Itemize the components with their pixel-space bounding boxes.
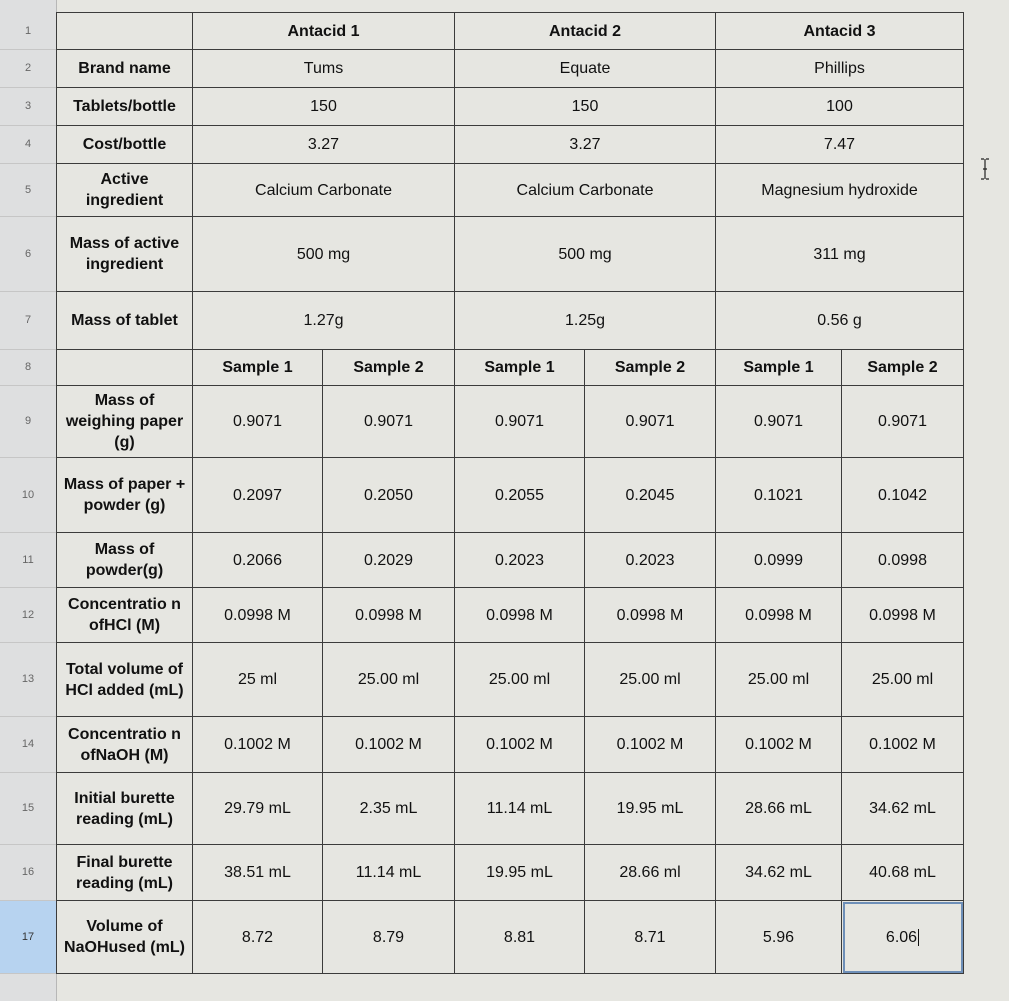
- table-row: [57, 88, 964, 126]
- sample-header[interactable]: Sample 2: [842, 350, 964, 386]
- cell-value[interactable]: 150: [455, 88, 716, 126]
- cell-value[interactable]: 2.35 mL: [323, 773, 455, 845]
- cell-value[interactable]: 0.0998 M: [842, 588, 964, 643]
- cell-value[interactable]: 0.2066: [193, 533, 323, 588]
- cell-value[interactable]: 0.1002 M: [716, 717, 842, 773]
- table-row: [57, 773, 964, 845]
- row-number[interactable]: 6: [0, 217, 56, 292]
- table-row: [57, 350, 964, 386]
- table-row: [57, 643, 964, 717]
- cell-value[interactable]: Phillips: [716, 50, 964, 88]
- cell-value[interactable]: 25.00 ml: [842, 643, 964, 717]
- row-number[interactable]: 7: [0, 292, 56, 350]
- selected-cell[interactable]: [842, 901, 964, 974]
- cell-value[interactable]: 34.62 mL: [842, 773, 964, 845]
- cell-value: 6.06: [885, 928, 918, 946]
- sample-header[interactable]: Sample 2: [585, 350, 716, 386]
- row-number-column: [0, 0, 57, 1001]
- cell-value[interactable]: Calcium Carbonate: [455, 164, 716, 217]
- cell-value[interactable]: 0.2023: [585, 533, 716, 588]
- cell-value[interactable]: 3.27: [455, 126, 716, 164]
- cell-value[interactable]: 311 mg: [716, 217, 964, 292]
- cell-blank-header[interactable]: [57, 13, 193, 50]
- row-number[interactable]: 13: [0, 643, 56, 717]
- cell-value[interactable]: Calcium Carbonate: [193, 164, 455, 217]
- cell-value[interactable]: 25.00 ml: [323, 643, 455, 717]
- row-label[interactable]: Total volume of HCl added (mL): [57, 643, 193, 717]
- row-number[interactable]: 16: [0, 845, 56, 901]
- cell-value[interactable]: 0.0998 M: [716, 588, 842, 643]
- cell-value[interactable]: 25 ml: [193, 643, 323, 717]
- cell-value[interactable]: 29.79 mL: [193, 773, 323, 845]
- cell-value[interactable]: 8.71: [585, 901, 716, 974]
- sample-header[interactable]: Sample 1: [716, 350, 842, 386]
- row-label[interactable]: Mass of powder(g): [57, 533, 193, 588]
- header-antacid-1[interactable]: Antacid 1: [193, 13, 455, 50]
- cell-blank[interactable]: [57, 350, 193, 386]
- cell-value[interactable]: 0.0998 M: [455, 588, 585, 643]
- cell-value[interactable]: 11.14 mL: [323, 845, 455, 901]
- data-table: [56, 12, 964, 974]
- sample-header[interactable]: Sample 1: [455, 350, 585, 386]
- cell-value[interactable]: 0.2050: [323, 458, 455, 533]
- row-label[interactable]: Mass of active ingredient: [57, 217, 193, 292]
- table-row: [57, 901, 964, 974]
- table-row: [57, 845, 964, 901]
- table-row: [57, 533, 964, 588]
- row-number[interactable]: 17: [0, 901, 56, 974]
- row-number[interactable]: 15: [0, 773, 56, 845]
- table-row: [57, 217, 964, 292]
- cell-value[interactable]: Magnesium hydroxide: [716, 164, 964, 217]
- cell-value[interactable]: Equate: [455, 50, 716, 88]
- row-number[interactable]: 9: [0, 386, 56, 458]
- table-row: [57, 50, 964, 88]
- cell-value[interactable]: 0.9071: [323, 386, 455, 458]
- row-label[interactable]: Mass of tablet: [57, 292, 193, 350]
- cell-value[interactable]: 0.56 g: [716, 292, 964, 350]
- cell-value[interactable]: 0.1002 M: [585, 717, 716, 773]
- cell-value[interactable]: 0.1002 M: [455, 717, 585, 773]
- table-row: [57, 458, 964, 533]
- cell-value[interactable]: 0.1002 M: [193, 717, 323, 773]
- cell-value[interactable]: 0.1002 M: [323, 717, 455, 773]
- cell-value[interactable]: 40.68 mL: [842, 845, 964, 901]
- cell-value[interactable]: 0.1021: [716, 458, 842, 533]
- cell-value[interactable]: 3.27: [193, 126, 455, 164]
- row-label[interactable]: Concentratio n ofHCl (M): [57, 588, 193, 643]
- cell-value[interactable]: 0.2097: [193, 458, 323, 533]
- row-number[interactable]: 10: [0, 458, 56, 533]
- row-label[interactable]: Mass of paper + powder (g): [57, 458, 193, 533]
- cell-value[interactable]: 0.9071: [193, 386, 323, 458]
- cell-value[interactable]: 8.72: [193, 901, 323, 974]
- row-number[interactable]: 5: [0, 164, 56, 217]
- cell-value[interactable]: 500 mg: [455, 217, 716, 292]
- cell-value[interactable]: 100: [716, 88, 964, 126]
- cell-value[interactable]: 25.00 ml: [585, 643, 716, 717]
- cell-value[interactable]: 7.47: [716, 126, 964, 164]
- header-antacid-2[interactable]: Antacid 2: [455, 13, 716, 50]
- row-label[interactable]: Concentratio n ofNaOH (M): [57, 717, 193, 773]
- row-label[interactable]: Brand name: [57, 50, 193, 88]
- cell-value[interactable]: 8.81: [455, 901, 585, 974]
- cell-value[interactable]: 0.9071: [455, 386, 585, 458]
- row-label[interactable]: Tablets/bottle: [57, 88, 193, 126]
- row-number[interactable]: 1: [0, 13, 56, 50]
- cell-value[interactable]: 38.51 mL: [193, 845, 323, 901]
- cell-value[interactable]: 11.14 mL: [455, 773, 585, 845]
- cell-value[interactable]: 1.27g: [193, 292, 455, 350]
- cell-value[interactable]: 19.95 mL: [455, 845, 585, 901]
- row-label[interactable]: Active ingredient: [57, 164, 193, 217]
- cell-value[interactable]: 0.2023: [455, 533, 585, 588]
- cell-value[interactable]: 0.2029: [323, 533, 455, 588]
- table-row: [57, 717, 964, 773]
- cell-value[interactable]: 0.9071: [716, 386, 842, 458]
- row-label[interactable]: Final burette reading (mL): [57, 845, 193, 901]
- row-label[interactable]: Mass of weighing paper (g): [57, 386, 193, 458]
- sample-header[interactable]: Sample 1: [193, 350, 323, 386]
- cell-value[interactable]: 8.79: [323, 901, 455, 974]
- cell-value[interactable]: 1.25g: [455, 292, 716, 350]
- cell-value[interactable]: 0.2045: [585, 458, 716, 533]
- cell-value[interactable]: 34.62 mL: [716, 845, 842, 901]
- text-caret: [918, 929, 919, 946]
- cell-value[interactable]: 0.0998 M: [193, 588, 323, 643]
- cell-value[interactable]: 0.1042: [842, 458, 964, 533]
- row-label[interactable]: Cost/bottle: [57, 126, 193, 164]
- table-row: [57, 386, 964, 458]
- cell-value[interactable]: 0.1002 M: [842, 717, 964, 773]
- cell-value[interactable]: 0.9071: [842, 386, 964, 458]
- cell-value[interactable]: 0.2055: [455, 458, 585, 533]
- row-number[interactable]: 12: [0, 588, 56, 643]
- row-number[interactable]: 4: [0, 126, 56, 164]
- table-row: [57, 588, 964, 643]
- cell-value[interactable]: 0.0999: [716, 533, 842, 588]
- table-row: [57, 164, 964, 217]
- cell-value[interactable]: 28.66 mL: [716, 773, 842, 845]
- cell-value[interactable]: 25.00 ml: [455, 643, 585, 717]
- cell-value[interactable]: 0.0998 M: [585, 588, 716, 643]
- table-row: [57, 13, 964, 50]
- header-antacid-3[interactable]: Antacid 3: [716, 13, 964, 50]
- row-number[interactable]: 11: [0, 533, 56, 588]
- row-number[interactable]: 8: [0, 350, 56, 386]
- row-label[interactable]: Volume of NaOHused (mL): [57, 901, 193, 974]
- cell-value[interactable]: 0.0998 M: [323, 588, 455, 643]
- cell-value[interactable]: 500 mg: [193, 217, 455, 292]
- cell-value[interactable]: 19.95 mL: [585, 773, 716, 845]
- row-number[interactable]: 14: [0, 717, 56, 773]
- cell-value[interactable]: 25.00 ml: [716, 643, 842, 717]
- row-label[interactable]: Initial burette reading (mL): [57, 773, 193, 845]
- cell-value[interactable]: 0.9071: [585, 386, 716, 458]
- cell-value[interactable]: 150: [193, 88, 455, 126]
- cell-value[interactable]: 5.96: [716, 901, 842, 974]
- sample-header[interactable]: Sample 2: [323, 350, 455, 386]
- row-number[interactable]: 3: [0, 88, 56, 126]
- cell-value[interactable]: Tums: [193, 50, 455, 88]
- table-row: [57, 292, 964, 350]
- cell-value[interactable]: 28.66 ml: [585, 845, 716, 901]
- table-row: [57, 126, 964, 164]
- cell-value[interactable]: 0.0998: [842, 533, 964, 588]
- text-cursor-icon: [979, 158, 991, 180]
- row-number[interactable]: 2: [0, 50, 56, 88]
